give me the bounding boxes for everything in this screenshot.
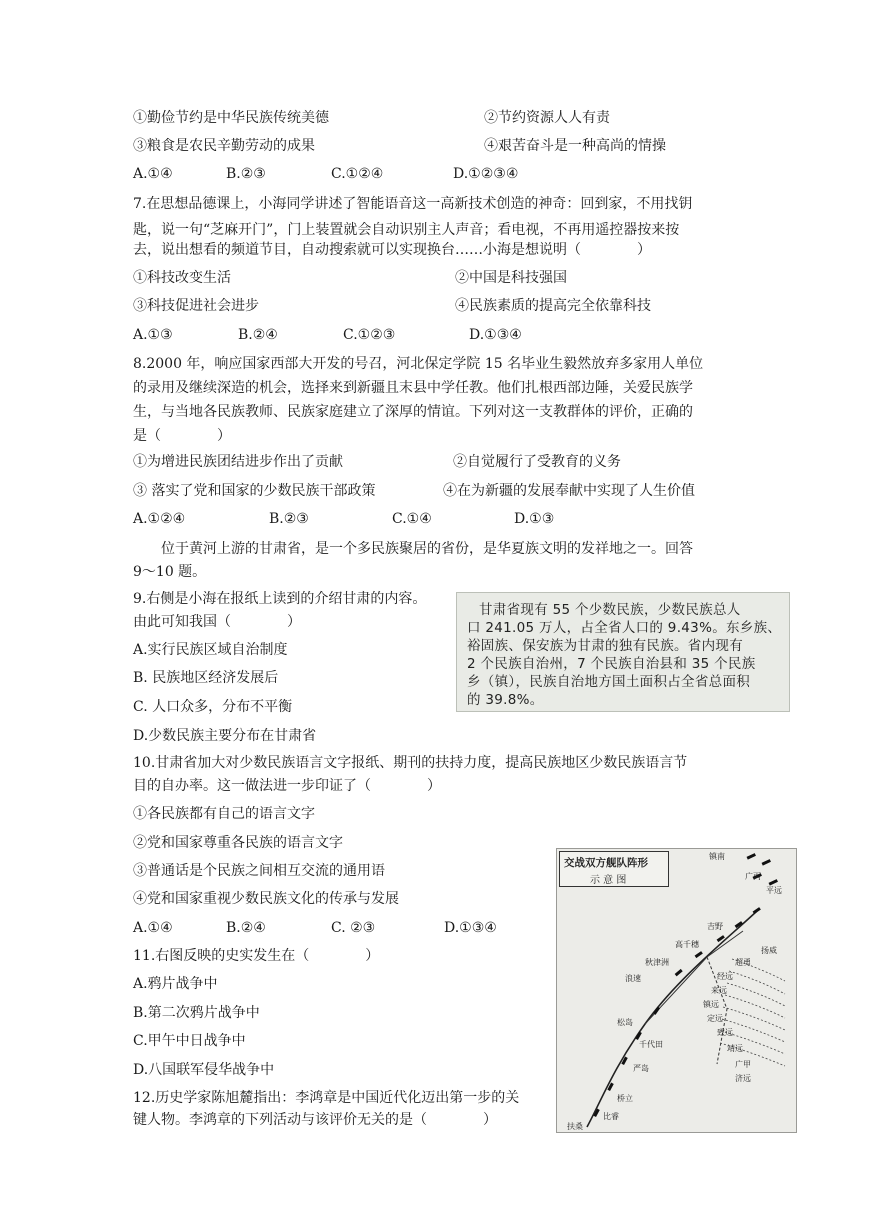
q8-stem-line-4: 是（ ） (133, 428, 231, 444)
q11-choice-b: B.第二次鸦片战争中 (133, 1005, 260, 1021)
q11-choice-a: A.鸦片战争中 (133, 976, 218, 992)
q8-choice-b: B.②③ (269, 511, 309, 527)
label-pingyuan: 平远 (766, 886, 782, 895)
label-guangjia: 广甲 (735, 1060, 751, 1069)
label-fuso: 扶桑 (567, 1122, 583, 1131)
clipping-line-6: 的 39.8%。 (467, 692, 544, 708)
q8-option-1: ①为增进民族团结进步作出了贡献 (133, 454, 343, 470)
label-yangwei: 扬威 (761, 946, 777, 955)
q8-option-2: ②自觉履行了受教育的义务 (453, 454, 621, 470)
q10-option-2: ②党和国家尊重各民族的语言文字 (133, 835, 343, 851)
label-akitsushima: 秋津洲 (645, 958, 669, 967)
label-zhiyuan: 致远 (717, 1028, 733, 1037)
clipping-line-2: 口 241.05 万人，占全省人口的 9.43%。东乡族、 (467, 620, 782, 636)
label-chiyoda: 千代田 (639, 1040, 663, 1049)
label-zhennan: 镇南 (709, 852, 725, 861)
q6-option-2: ②节约资源人人有责 (484, 110, 610, 126)
q6-choice-d: D.①②③④ (453, 166, 519, 182)
q11-choice-c: C.甲午中日战争中 (133, 1033, 246, 1049)
clipping-line-3: 裕固族、保安族为甘肃的独有民族。省内现有 (467, 638, 743, 654)
label-guangbing: 广丙 (745, 872, 761, 881)
clipping-line-4: 2 个民族自治州，7 个民族自治县和 35 个民族 (467, 656, 756, 672)
intro-line-1: 位于黄河上游的甘肃省，是一个多民族聚居的省份，是华夏族文明的发祥地之一。回答 (161, 541, 693, 557)
label-naniwa: 浪速 (625, 974, 641, 983)
label-jingyuan: 经远 (717, 972, 733, 981)
q6-option-1: ①勤俭节约是中华民族传统美德 (133, 110, 329, 126)
q9-choice-b: B. 民族地区经济发展后 (133, 670, 279, 686)
q9-stem-line-2: 由此可知我国（ ） (133, 614, 301, 630)
q12-stem-line-2: 键人物。李鸿章的下列活动与该评价无关的是（ ） (133, 1112, 497, 1128)
q8-choice-a: A.①②④ (133, 511, 186, 527)
label-laiyuan: 来远 (711, 986, 727, 995)
q11-stem: 11.右图反映的史实发生在（ ） (133, 948, 380, 964)
label-matsushima: 松岛 (617, 1018, 633, 1027)
q10-option-4: ④党和国家重视少数民族文化的传承与发展 (133, 891, 399, 907)
diagram-subtitle: 示 意 图 (590, 875, 627, 886)
q9-stem-line-1: 9.右侧是小海在报纸上读到的介绍甘肃的内容。 (133, 591, 427, 607)
q7-option-3: ③科技促进社会进步 (133, 298, 259, 314)
q6-choice-b: B.②③ (226, 166, 266, 182)
q8-stem-line-3: 生，与当地各民族教师、民族家庭建立了深厚的情谊。下列对这一支教群体的评价，正确的 (133, 404, 693, 420)
clipping-line-1: 甘肃省现有 55 个少数民族，少数民族总人 (479, 602, 741, 618)
q10-choice-a: A.①④ (133, 920, 173, 936)
q10-option-1: ①各民族都有自己的语言文字 (133, 806, 315, 822)
label-hashidate: 桥立 (617, 1094, 633, 1103)
q6-option-3: ③粮食是农民辛勤劳动的成果 (133, 138, 315, 154)
q8-choice-c: C.①④ (392, 511, 432, 527)
q7-option-4: ④民族素质的提高完全依靠科技 (455, 298, 651, 314)
q7-choice-b: B.②④ (238, 327, 278, 343)
q7-option-2: ②中国是科技强国 (455, 270, 567, 286)
q7-choice-c: C.①②③ (343, 327, 396, 343)
q10-choice-b: B.②④ (226, 920, 266, 936)
label-hiei: 比睿 (603, 1112, 619, 1121)
q10-option-3: ③普通话是个民族之间相互交流的通用语 (133, 863, 385, 879)
newspaper-clipping (456, 592, 790, 712)
clipping-line-5: 乡（镇），民族自治地方国土面积占全省总面积 (467, 674, 751, 690)
q6-choice-c: C.①②④ (331, 166, 384, 182)
label-zhenyuan: 镇远 (703, 1000, 719, 1009)
q6-option-4: ④艰苦奋斗是一种高尚的情操 (484, 138, 666, 154)
q7-stem-line-3: 去，说出想看的频道节目，自动搜索就可以实现换台……小海是想说明（ ） (133, 242, 651, 258)
q9-choice-c: C. 人口众多，分布不平衡 (133, 699, 293, 715)
q6-choice-a: A.①④ (133, 166, 173, 182)
q12-stem-line-1: 12.历史学家陈旭麓指出：李鸿章是中国近代化迈出第一步的关 (133, 1090, 520, 1106)
label-dingyuan: 定远 (707, 1014, 723, 1023)
q7-stem-line-2: 匙，说一句“芝麻开门”，门上装置就会自动识别主人声音；看电视，不再用遥控器按来按 (133, 222, 680, 238)
label-jiyuan: 济远 (735, 1074, 751, 1083)
q8-stem-line-1: 8.2000 年，响应国家西部大开发的号召，河北保定学院 15 名毕业生毅然放弃多家用人单位 (133, 356, 704, 372)
q7-choice-a: A.①③ (133, 327, 173, 343)
label-itsukushima: 严岛 (633, 1064, 649, 1073)
q10-stem-line-2: 目的自办率。这一做法进一步印证了（ ） (133, 778, 441, 794)
label-jingyuan2: 靖远 (727, 1044, 743, 1053)
q8-option-4: ④在为新疆的发展奉献中实现了人生价值 (443, 483, 695, 499)
q9-choice-a: A.实行民族区域自治制度 (133, 642, 288, 658)
japanese-fleet-track (587, 911, 757, 1127)
q10-choice-c: C. ②③ (331, 920, 376, 936)
q8-choice-d: D.①③ (514, 511, 555, 527)
q7-stem-line-1: 7.在思想品德课上，小海同学讲述了智能语音这一高新技术创造的神奇：回到家，不用找钥 (133, 196, 693, 212)
label-takachiho: 高千穗 (675, 940, 699, 949)
q9-choice-d: D.少数民族主要分布在甘肃省 (133, 728, 317, 744)
q10-choice-d: D.①③④ (444, 920, 497, 936)
q7-choice-d: D.①③④ (469, 327, 522, 343)
q8-option-3: ③ 落实了党和国家的少数民族干部政策 (133, 483, 376, 499)
label-chaoyong: 超勇 (735, 958, 751, 967)
fleet-formation-diagram (556, 848, 797, 1133)
q8-stem-line-2: 的录用及继续深造的机会，选择来到新疆且末县中学任教。他们扎根西部边陲，关爱民族学 (133, 380, 693, 396)
q11-choice-d: D.八国联军侵华战争中 (133, 1062, 275, 1078)
fleet-formation-drawing (557, 849, 796, 1132)
diagram-title: 交战双方舰队阵形 (564, 857, 648, 869)
q7-option-1: ①科技改变生活 (133, 270, 231, 286)
intro-line-2: 9～10 题。 (133, 564, 207, 580)
label-yoshino: 吉野 (707, 922, 723, 931)
q10-stem-line-1: 10.甘肃省加大对少数民族语言文字报纸、期刊的扶持力度，提高民族地区少数民族语言节 (133, 755, 688, 771)
